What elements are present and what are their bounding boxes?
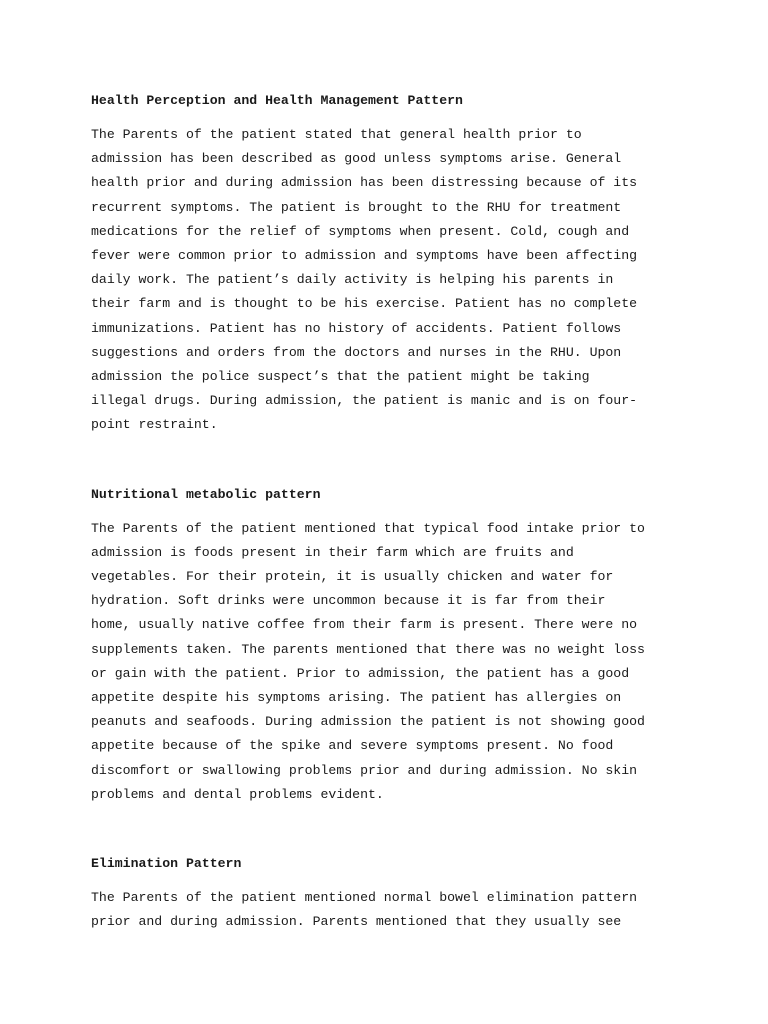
section-heading: Health Perception and Health Management Pattern (91, 93, 463, 108)
paragraph-line: their farm and is thought to be his exercise. Patient has no complete (91, 296, 638, 312)
paragraph-line: health prior and during admission has been distressing because of its (91, 175, 638, 191)
paragraph-line: daily work. The patient’s daily activity is helping his parents in (91, 272, 614, 288)
paragraph-line: recurrent symptoms. The patient is brought to the RHU for treatment (91, 199, 622, 215)
section-heading: Nutritional metabolic pattern (91, 486, 321, 502)
section-paragraph (91, 123, 691, 438)
paragraph-line: admission is foods present in their farm which are fruits and (91, 544, 574, 560)
paragraph-line: hydration. Soft drinks were uncommon because it is far from their (91, 593, 606, 609)
paragraph-line: illegal drugs. During admission, the patient is manic and is on four- (91, 393, 638, 409)
paragraph-line: The Parents of the patient mentioned normal bowel elimination pattern (91, 890, 638, 906)
section-nutritional-metabolic (91, 484, 691, 807)
paragraph-line: home, usually native coffee from their farm is present. There were no (91, 617, 638, 633)
section-health-perception (91, 90, 691, 438)
paragraph-line: medications for the relief of symptoms when present. Cold, cough and (91, 223, 630, 239)
section-paragraph (91, 517, 691, 807)
paragraph-line: The Parents of the patient mentioned that typical food intake prior to (91, 520, 645, 536)
section-heading: Elimination Pattern (91, 856, 242, 872)
paragraph-line: supplements taken. The parents mentioned that there was no weight loss (91, 641, 645, 657)
document-page (91, 90, 691, 934)
paragraph-line: The Parents of the patient stated that general health prior to (91, 127, 582, 142)
paragraph-line: suggestions and orders from the doctors and nurses in the RHU. Upon (91, 344, 622, 360)
paragraph-line: point restraint. (91, 417, 218, 433)
paragraph-line: discomfort or swallowing problems prior and during admission. No skin (91, 762, 638, 778)
paragraph-line: peanuts and seafoods. During admission the patient is not showing good (91, 714, 645, 730)
paragraph-line: vegetables. For their protein, it is usually chicken and water for (91, 569, 614, 585)
section-elimination (91, 853, 691, 934)
paragraph-line: appetite despite his symptoms arising. The patient has allergies on (91, 690, 622, 706)
paragraph-line: or gain with the patient. Prior to admission, the patient has a good (91, 665, 630, 681)
paragraph-line: immunizations. Patient has no history of accidents. Patient follows (91, 320, 622, 336)
paragraph-line: problems and dental problems evident. (91, 786, 384, 802)
paragraph-line: admission the police suspect’s that the patient might be taking (91, 369, 590, 385)
section-paragraph (91, 886, 691, 934)
paragraph-line: fever were common prior to admission and symptoms have been affecting (91, 248, 638, 264)
paragraph-line: admission has been described as good unless symptoms arise. General (91, 151, 622, 167)
paragraph-line: prior and during admission. Parents mentioned that they usually see (91, 914, 622, 930)
paragraph-line: appetite because of the spike and severe symptoms present. No food (91, 738, 614, 754)
